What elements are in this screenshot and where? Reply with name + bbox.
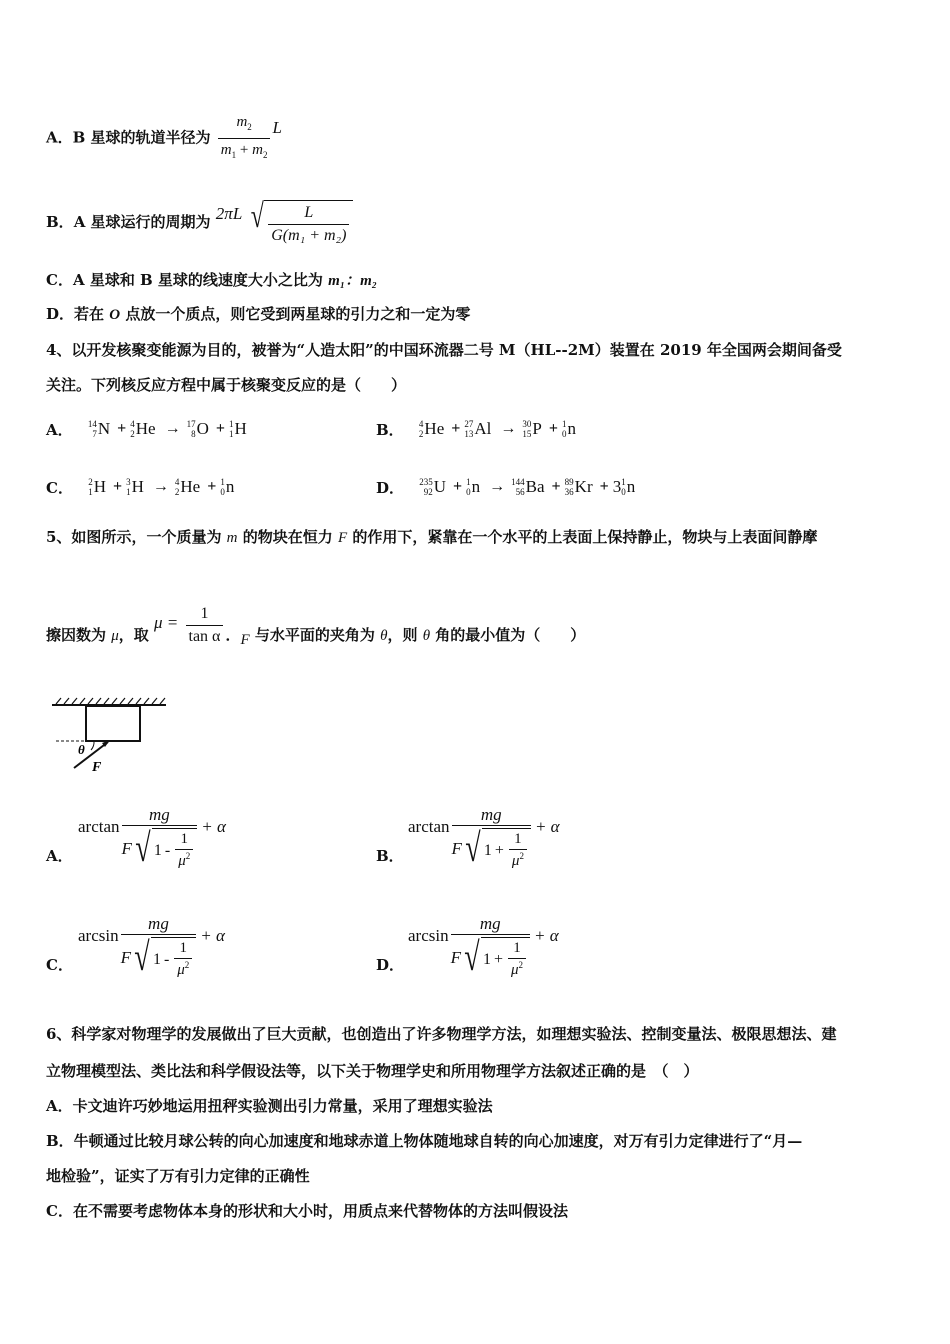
- frac-num-sub: 2: [247, 122, 252, 132]
- mass-number: 144: [511, 477, 525, 487]
- force-F: F: [240, 631, 250, 648]
- block-force-diagram: [50, 696, 170, 776]
- text: 5、如图所示，一个质量为: [46, 528, 227, 546]
- mu-symbol: μ: [111, 627, 119, 644]
- one: 1: [153, 841, 162, 859]
- angle-arc: [91, 741, 94, 750]
- atomic-number: 0: [561, 429, 567, 439]
- exponent: 2: [518, 960, 523, 970]
- exponent: 2: [185, 851, 191, 861]
- plus-sign: +: [117, 420, 127, 437]
- sub-1: 1: [231, 150, 237, 160]
- frac-den: tan α: [186, 625, 224, 647]
- text: 与水平面的夹角为: [249, 625, 381, 644]
- nucleus-symbol: Kr: [574, 477, 593, 496]
- frac-den: [121, 934, 197, 979]
- atomic-number: 0: [220, 487, 225, 497]
- nucleus-symbol: H: [234, 419, 247, 438]
- point-O: O: [109, 307, 121, 323]
- sqrt-symbol: √ 1 - $\frac{1}{\mu^2}$: [132, 828, 197, 870]
- mass-number: 4: [130, 419, 135, 429]
- atomic-number: 2: [174, 487, 180, 497]
- plus-sign: +: [493, 950, 503, 968]
- q4-option-a[interactable]: [46, 412, 250, 439]
- plus-sign: +: [551, 478, 561, 495]
- q5-option-c-label: C．: [46, 956, 73, 974]
- q4-stem-line2: 关注。下列核反应方程中属于核聚变反应的是（ ）: [46, 376, 407, 394]
- nucleus-symbol: He: [424, 419, 445, 438]
- q3-option-b[interactable]: [46, 200, 353, 246]
- function-name: arcsin: [408, 926, 449, 945]
- plus-alpha: + α: [200, 926, 225, 945]
- mu-symbol: μ: [510, 962, 519, 978]
- atomic-number: 1: [126, 487, 131, 497]
- text: 角的最小值为（ ）: [430, 625, 586, 644]
- mu-symbol: μ: [177, 962, 185, 978]
- mass-m: m: [226, 530, 238, 546]
- frac-den: [122, 825, 198, 870]
- frac-num: 1: [179, 940, 188, 956]
- frac-num: mg: [479, 914, 501, 933]
- plus-sign: +: [215, 420, 226, 437]
- text: 擦因数为: [46, 625, 112, 644]
- atomic-number: 13: [464, 429, 474, 439]
- frac-num: mg: [148, 914, 169, 933]
- q6-stem-line1: 6、科学家对物理学的发展做出了巨大贡献，也创造出了许多物理学方法，如理想实验法、控制变量法、极限思想法、建: [46, 1025, 837, 1043]
- q3-option-a-text: B 星球的轨道半径为: [72, 128, 211, 147]
- frac-den: [451, 934, 530, 979]
- q3-option-b-label: B．: [46, 213, 74, 231]
- fraction: [122, 805, 198, 870]
- mass-number: 3: [126, 477, 131, 487]
- frac-den: [452, 825, 531, 870]
- fraction: [451, 914, 530, 979]
- plus-alpha: + α: [534, 817, 560, 836]
- length-L: L: [272, 117, 282, 137]
- fraction: [452, 805, 531, 870]
- atomic-number: 2: [130, 429, 135, 439]
- q6-option-b-line1[interactable]: B．牛顿通过比较月球公转的向心加速度和地球赤道上物体随地球自转的向心加速度，对万有引力定律进行了“月—: [46, 1132, 803, 1150]
- mass-number: 89: [564, 477, 574, 487]
- q3-option-c-label: C．: [46, 271, 73, 289]
- q6-option-b-line2[interactable]: 地检验”，证实了万有引力定律的正确性: [46, 1167, 310, 1185]
- mass-number: 4: [174, 477, 180, 487]
- nucleus-symbol: H: [131, 477, 144, 496]
- sub-2: 2: [262, 150, 268, 160]
- q4-option-b[interactable]: [376, 412, 579, 439]
- q5-option-a-label: A．: [46, 847, 73, 865]
- atomic-number: 56: [515, 487, 525, 497]
- fig-theta-label: θ: [78, 742, 85, 757]
- reaction-arrow: →: [152, 478, 169, 495]
- q6-stem-line2: 立物理模型法、类比法和科学假设法等，以下关于物理学史和所用物理学方法叙述正确的是 （ ）: [46, 1062, 699, 1080]
- theta-symbol: θ: [422, 627, 431, 644]
- mu-fraction: [186, 604, 224, 647]
- frac-num: 1: [514, 831, 522, 847]
- atomic-number: 15: [522, 429, 532, 439]
- plus-sign: +: [494, 841, 504, 859]
- mass-number: 17: [186, 419, 196, 429]
- sqrt-symbol: √ 1 + $\frac{1}{\mu^2}$: [462, 828, 531, 870]
- frac-den-m1: m: [220, 142, 232, 158]
- q3-option-c-text: A 星球和 B 星球的线速度大小之比为: [72, 271, 329, 289]
- q3-option-d-text-post: 点放一个质点，则它受到两星球的引力之和一定为零: [120, 305, 471, 323]
- q4-option-b-label: B．: [376, 421, 404, 439]
- mass-number: 1: [229, 419, 234, 429]
- q4-option-d[interactable]: [376, 470, 638, 497]
- q3-option-a[interactable]: [46, 112, 282, 165]
- theta-symbol: θ: [380, 627, 388, 644]
- fraction: [121, 914, 197, 979]
- force-F: F: [337, 530, 348, 546]
- q5-option-b-label: B．: [376, 847, 404, 865]
- frac-num: mg: [480, 805, 502, 824]
- mu-symbol: μ: [511, 853, 520, 869]
- q3-option-c[interactable]: [46, 270, 377, 291]
- q5-stem-line2: [46, 592, 586, 648]
- force-F: F: [120, 948, 131, 967]
- atomic-number: 7: [92, 429, 97, 439]
- q3-option-a-label: A．: [46, 128, 73, 147]
- reaction-arrow: →: [489, 478, 506, 495]
- mass-number: 14: [87, 419, 97, 429]
- plus-alpha: + α: [534, 926, 559, 945]
- q3-option-b-text: A 星球运行的周期为: [73, 213, 211, 231]
- frac-num: m: [236, 114, 248, 130]
- atomic-number: 36: [564, 487, 574, 497]
- fig-F-label: F: [92, 760, 102, 775]
- force-F: F: [451, 839, 462, 858]
- nucleus-symbol: U: [433, 477, 447, 496]
- sqrt-symbol: √ 1 + $\frac{1}{\mu^2}$: [461, 937, 530, 979]
- frac-den-m2: m: [252, 142, 263, 158]
- mass-number: 1: [561, 419, 567, 429]
- atomic-number: 1: [88, 487, 93, 497]
- mass-number: 4: [418, 419, 424, 429]
- q6-option-c[interactable]: C．在不需要考虑物体本身的形状和大小时，用质点来代替物体的方法叫假设法: [46, 1202, 568, 1220]
- plus-sign: +: [599, 478, 609, 495]
- nucleus-symbol: He: [180, 477, 201, 496]
- force-F: F: [450, 948, 461, 967]
- exponent: 2: [184, 960, 190, 970]
- q3-option-d-text-pre: 若在: [74, 305, 110, 323]
- one: 1: [482, 950, 491, 968]
- q6-option-a[interactable]: A．卡文迪许巧妙地运用扭秤实验测出引力常量，采用了理想实验法: [46, 1097, 493, 1115]
- coefficient: 3: [612, 477, 622, 496]
- sqrt-symbol: √ $\frac{L}{\text{G(m₁ + m₂)}}$: [248, 200, 354, 246]
- frac-num: L: [304, 204, 314, 221]
- mass-number: 2: [88, 477, 93, 487]
- q4-option-c-label: C．: [46, 479, 73, 497]
- mass-number: 235: [419, 477, 433, 487]
- exponent: 2: [519, 851, 524, 861]
- function-name: arctan: [78, 817, 120, 836]
- atomic-number: 8: [191, 429, 196, 439]
- nucleus-symbol: He: [135, 419, 156, 438]
- nucleus-symbol: Ba: [525, 477, 545, 496]
- one: 1: [152, 950, 161, 968]
- plus-sign: +: [451, 420, 461, 437]
- q5-option-d-label: D．: [376, 956, 405, 974]
- frac-num: 1: [200, 605, 209, 622]
- period: ．: [225, 625, 241, 644]
- mass-number: 1: [621, 477, 626, 487]
- sqrt-symbol: √ 1 - $\frac{1}{\mu^2}$: [131, 937, 196, 979]
- atomic-number: 0: [621, 487, 626, 497]
- plus-sign: +: [239, 142, 249, 158]
- q5-stem-line1: [46, 527, 817, 548]
- text: ，取: [118, 625, 154, 644]
- q3-a-fraction: [218, 112, 271, 165]
- nucleus-symbol: n: [225, 477, 235, 496]
- q4-option-c[interactable]: [46, 470, 237, 497]
- mu-equation: μ =: [154, 612, 179, 632]
- text: 的物块在恒力: [237, 528, 338, 546]
- minus-sign: -: [163, 950, 170, 968]
- reaction-arrow: →: [164, 420, 181, 437]
- nucleus-symbol: n: [471, 477, 481, 496]
- mass-number: 1: [466, 477, 471, 487]
- frac-den: G(m₁ + m₂): [268, 224, 349, 246]
- nucleus-symbol: n: [626, 477, 636, 496]
- plus-alpha: + α: [201, 817, 226, 836]
- nucleus-symbol: O: [196, 419, 209, 438]
- atomic-number: 1: [229, 429, 234, 439]
- q3-b-fraction: [268, 203, 349, 246]
- q4-option-a-label: A．: [46, 421, 73, 439]
- mass-number: 1: [220, 477, 225, 487]
- q4-option-d-label: D．: [376, 479, 405, 497]
- function-name: arctan: [408, 817, 450, 836]
- mu-symbol: μ: [178, 853, 186, 869]
- nucleus-symbol: P: [532, 419, 542, 438]
- q3-option-d[interactable]: [46, 304, 470, 325]
- one: 1: [483, 841, 492, 859]
- plus-sign: +: [548, 420, 558, 437]
- mass-number: 27: [464, 419, 474, 429]
- mass-ratio: m₁：m₂: [328, 273, 377, 289]
- nucleus-symbol: Al: [474, 419, 492, 438]
- text: ，则: [387, 625, 423, 644]
- mass-number: 30: [522, 419, 532, 429]
- force-F: F: [121, 839, 132, 858]
- block: [86, 706, 140, 741]
- frac-num: 1: [180, 831, 188, 847]
- ceiling-hatching: [56, 698, 165, 704]
- frac-num: 1: [513, 940, 521, 956]
- minus-sign: -: [164, 841, 171, 859]
- reaction-arrow: →: [500, 420, 517, 437]
- q3-option-d-label: D．: [46, 305, 75, 323]
- atomic-number: 92: [423, 487, 433, 497]
- frac-num: mg: [148, 805, 170, 824]
- text: 的作用下，紧靠在一个水平的上表面上保持静止，物块与上表面间静摩: [347, 528, 818, 546]
- nucleus-symbol: H: [93, 477, 106, 496]
- function-name: arcsin: [78, 926, 119, 945]
- nucleus-symbol: N: [97, 419, 111, 438]
- plus-sign: +: [207, 478, 217, 495]
- plus-sign: +: [112, 478, 123, 495]
- atomic-number: 0: [466, 487, 471, 497]
- q4-stem-line1: 4、以开发核聚变能源为目的，被誉为“人造太阳”的中国环流器二号 M（HL--2M）装置在 2019 年全国两会期间备受: [46, 341, 842, 359]
- nucleus-symbol: n: [567, 419, 576, 438]
- plus-sign: +: [453, 478, 463, 495]
- period-coefficient: 2πL: [215, 204, 243, 223]
- atomic-number: 2: [418, 429, 424, 439]
